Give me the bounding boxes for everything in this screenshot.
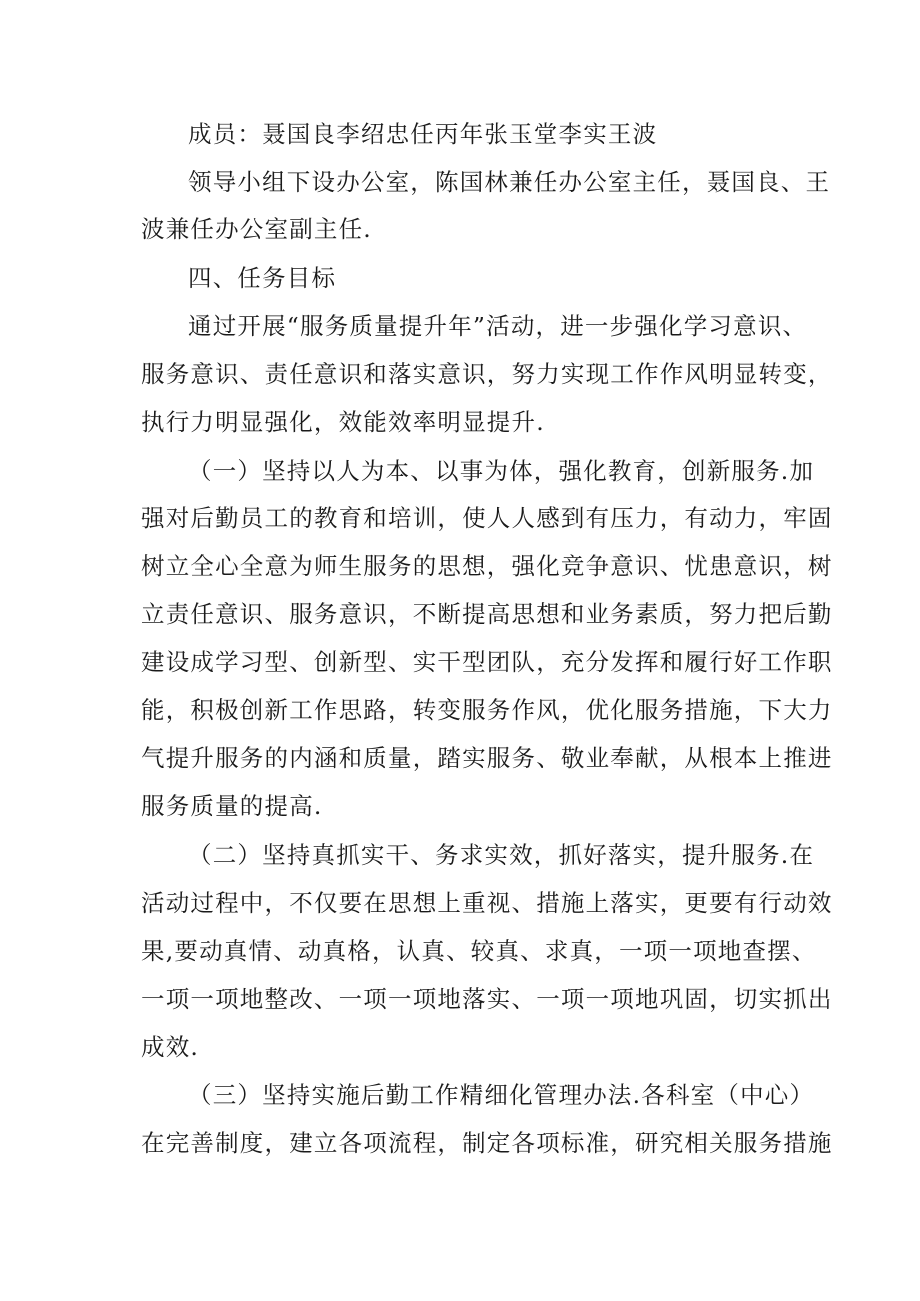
item-one-heading-line: （一）坚持以人为本、以事为体，强化教育，创新服务.加 xyxy=(188,457,815,485)
paragraph-line: 强对后勤员工的教育和培训，使人人感到有压力，有动力，牢固 xyxy=(141,504,833,532)
paragraph-line: 果,要动真情、动真格，认真、较真、求真，一项一项地查摆、 xyxy=(141,937,817,965)
paragraph-line: 立责任意识、服务意识，不断提高思想和业务素质，努力把后勤 xyxy=(141,600,833,628)
paragraph-line: 气提升服务的内涵和质量，踏实服务、敬业奉献，从根本上推进 xyxy=(141,744,833,772)
paragraph-line: 服务意识、责任意识和落实意识，努力实现工作作风明显转变， xyxy=(141,360,833,388)
paragraph-line: 在完善制度，建立各项流程，制定各项标准，研究相关服务措施 xyxy=(141,1129,833,1157)
item-two-heading-line: （二）坚持真抓实干、务求实效，抓好落实，提升服务.在 xyxy=(188,841,815,869)
members-line: 成员：聂国良李绍忠任丙年张玉堂李实王波 xyxy=(188,120,658,148)
office-setup-continuation: 波兼任办公室副主任. xyxy=(141,215,372,243)
paragraph-line: 活动过程中，不仅要在思想上重视、措施上落实，更要有行动效 xyxy=(141,889,833,917)
paragraph-line: 通过开展“服务质量提升年”活动，进一步强化学习意识、 xyxy=(188,312,808,340)
item-three-heading-line: （三）坚持实施后勤工作精细化管理办法.各科室（中心） xyxy=(188,1081,815,1109)
paragraph-line: 成效. xyxy=(141,1033,200,1061)
office-setup-line: 领导小组下设办公室，陈国林兼任办公室主任，聂国良、王 xyxy=(188,168,831,196)
paragraph-line: 建设成学习型、创新型、实干型团队，充分发挥和履行好工作职 xyxy=(141,648,833,676)
paragraph-line: 一项一项地整改、一项一项地落实、一项一项地巩固，切实抓出 xyxy=(141,985,833,1013)
paragraph-line: 服务质量的提高. xyxy=(141,792,323,820)
paragraph-line: 树立全心全意为师生服务的思想，强化竞争意识、忧患意识，树 xyxy=(141,552,833,580)
paragraph-line: 执行力明显强化，效能效率明显提升. xyxy=(141,408,545,436)
paragraph-line: 能，积极创新工作思路，转变服务作风，优化服务措施，下大力 xyxy=(141,696,833,724)
section-heading-task-goals: 四、任务目标 xyxy=(188,264,337,292)
